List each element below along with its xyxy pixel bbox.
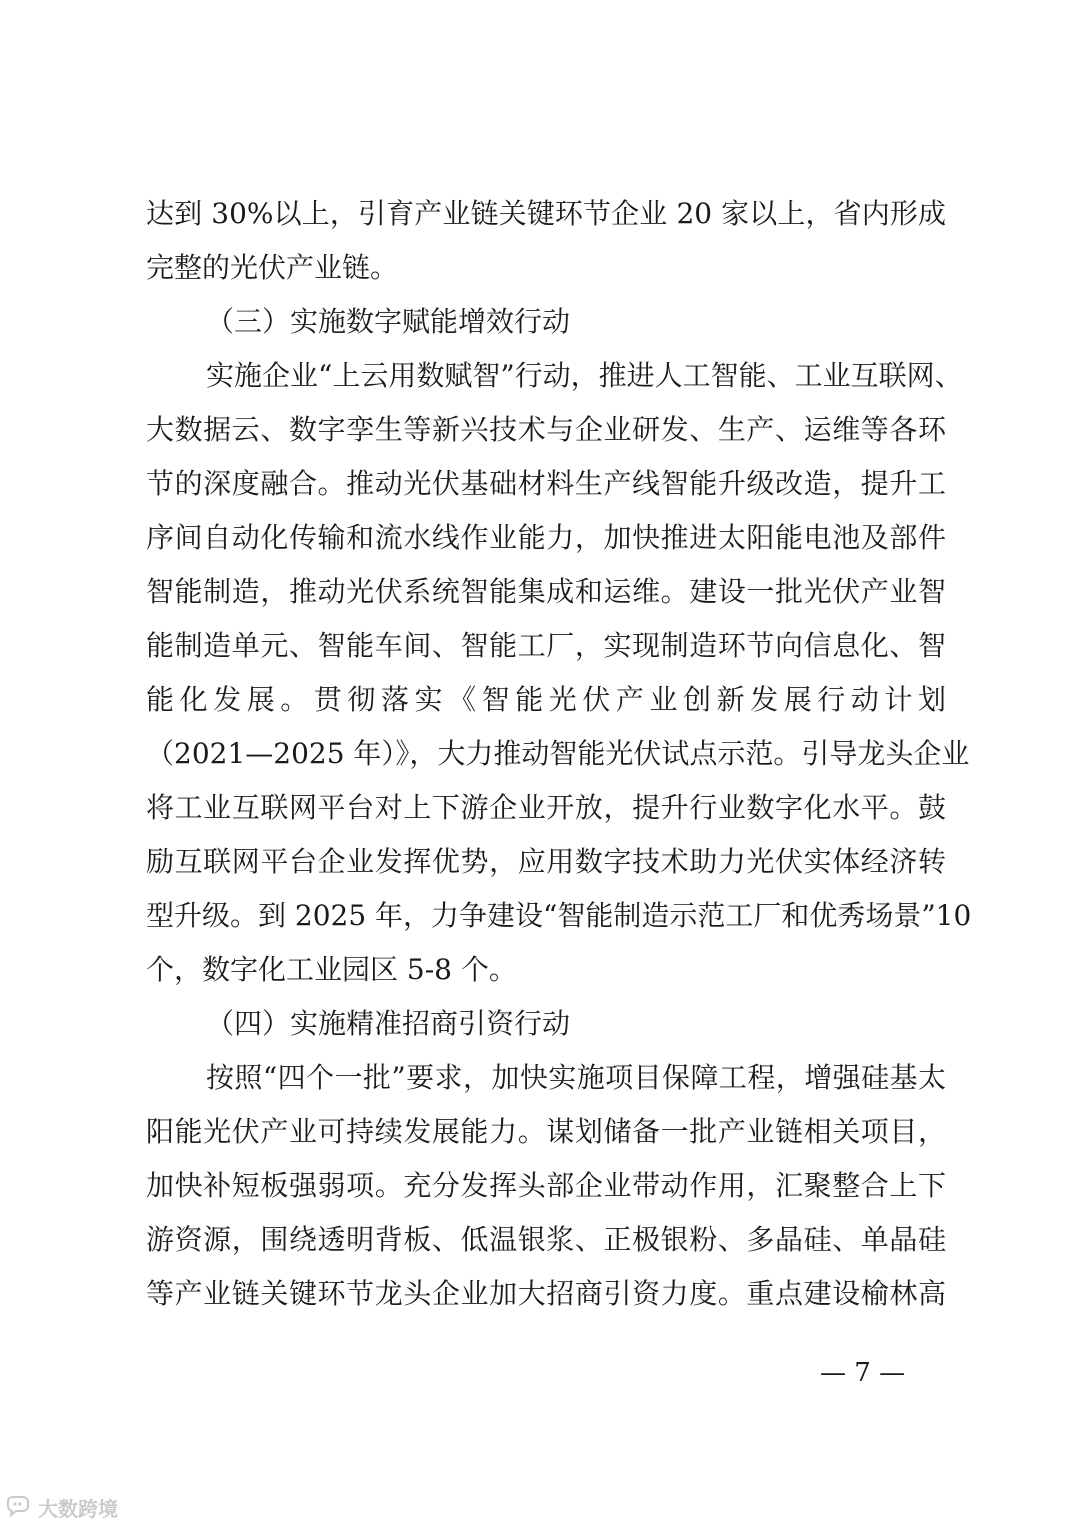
body-text-line: 励互联网平台企业发挥优势，应用数字技术助力光伏实体经济转 <box>146 845 946 878</box>
body-text-line: 节的深度融合。推动光伏基础材料生产线智能升级改造，提升工 <box>146 467 946 500</box>
chat-bubble-icon <box>4 1495 32 1519</box>
body-text-line: 序间自动化传输和流水线作业能力，加快推进太阳能电池及部件 <box>146 521 946 554</box>
body-text-line: 大数据云、数字孪生等新兴技术与企业研发、生产、运维等各环 <box>146 413 946 446</box>
body-text-line: 加快补短板强弱项。充分发挥头部企业带动作用，汇聚整合上下 <box>146 1169 946 1202</box>
body-text-line: 阳能光伏产业可持续发展能力。谋划储备一批产业链相关项目， <box>146 1115 946 1148</box>
body-text-line: 能制造单元、智能车间、智能工厂，实现制造环节向信息化、智 <box>146 629 946 662</box>
watermark-text: 大数跨境 <box>38 1496 118 1521</box>
body-text-line: 等产业链关键环节龙头企业加大招商引资力度。重点建设榆林高 <box>146 1277 946 1310</box>
body-text-line: 将工业互联网平台对上下游企业开放，提升行业数字化水平。鼓 <box>146 791 946 824</box>
body-text-line: 完整的光伏产业链。 <box>146 251 399 284</box>
body-text-line: 按照“四个一批”要求，加快实施项目保障工程，增强硅基太 <box>206 1061 946 1094</box>
body-text-line: 智能制造，推动光伏系统智能集成和运维。建设一批光伏产业智 <box>146 575 946 608</box>
section-heading-3: （三）实施数字赋能增效行动 <box>206 305 571 338</box>
body-text-line: 达到 30%以上，引育产业链关键环节企业 20 家以上，省内形成 <box>146 197 946 230</box>
body-text-line: 实施企业“上云用数赋智”行动，推进人工智能、工业互联网、 <box>206 359 963 392</box>
body-text-line: （2021—2025 年）》，大力推动智能光伏试点示范。引导龙头企业 <box>146 737 970 770</box>
body-text-line: 个，数字化工业园区 5-8 个。 <box>146 953 517 986</box>
page-number: — 7 — <box>820 1358 906 1388</box>
watermark <box>4 1492 118 1522</box>
body-text-line: 型升级。到 2025 年，力争建设“智能制造示范工厂和优秀场景”10 <box>146 899 972 932</box>
body-text-line: 能化发展。贯彻落实《智能光伏产业创新发展行动计划 <box>146 683 946 716</box>
body-text-line: 游资源，围绕透明背板、低温银浆、正极银粉、多晶硅、单晶硅 <box>146 1223 946 1256</box>
section-heading-4: （四）实施精准招商引资行动 <box>206 1007 571 1040</box>
